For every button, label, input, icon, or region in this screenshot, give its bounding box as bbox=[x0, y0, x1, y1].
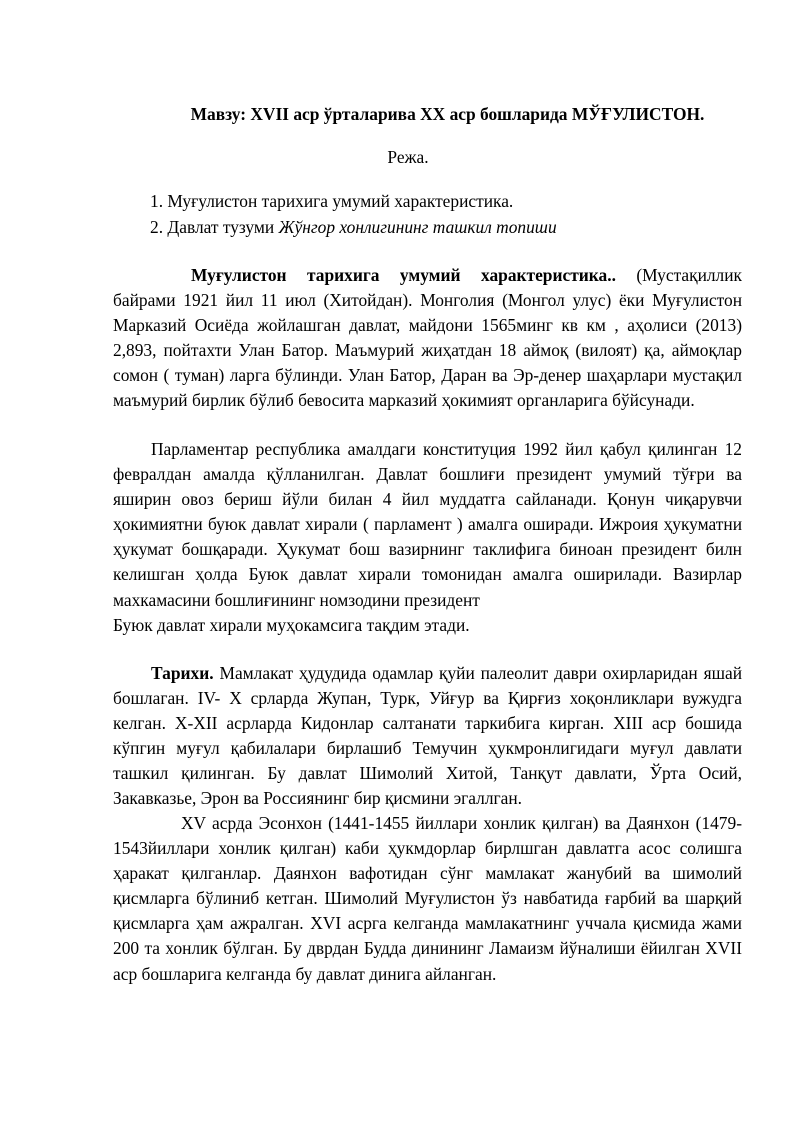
plan-item-italic-text: Жўнгор хонлигининг ташкил топиши bbox=[278, 217, 557, 237]
paragraph-fifteenth-century bbox=[113, 811, 742, 987]
paragraph-text: XV асрда Эсонхон (1441-1455 йиллари хонлик қилган) ва Даянхон (1479-1543йиллари хонлик қилган) каби ҳукмдорлар бирлшган давлатга асос солишга ҳаракат қилганлар. Даянхон вафотидан сўнг мамлакат жанубий ва шимолий қисмларга бўлиниб кетган. Шимолий Муғулистон ўз навбатида ғарбий ва шарқий қисмларга ҳам ажралган. XVI асрга келганда мамлакатнинг уччала қисмида жами 200 та хонлик бўлган. Бу дврдан Будда динининг Ламаизм йўналиши ёйилган XVII аср бошларига келганда бу давлат динига айланган. bbox=[113, 813, 742, 984]
paragraph-text: Парламентар республика амалдаги конституция 1992 йил қабул қилинган 12 февралдан амалда қўлланилган. Давлат бошлиғи президент умумий тўғри ва яширин овоз бериш йўли билан 4 йил муддатга сайланади. Қонун чиқарувчи ҳокимиятни буюк давлат хирали ( парламент ) амалга оширади. Ижроия ҳукуматни ҳукумат бошқаради. Ҳукумат бош вазирнинг таклифига биноан президент билн келишган ҳолда Буюк давлат хирали томонидан амалга оширилади. Вазирлар махкамасини бошлиғининг номзодини президент bbox=[113, 439, 742, 610]
plan-item-text: Давлат тузуми bbox=[167, 217, 279, 237]
plan-item bbox=[150, 214, 557, 240]
paragraph-text: Мамлакат ҳудудида одамлар қуйи палеолит даври охирларидан яшай бошлаган. IV- X срларда Жупан, Турк, Уйғур ва Қирғиз хоқонликлари вужудга келган. X-XII асрларда Кидонлар салтанати таркибига кирган. XIII аср бошида кўпгин муғул қабилалари бирлашиб Темучин ҳукмронлигидаги муғул давлати ташкил қилинган. Бу давлат Шимолий Хитой, Танқут давлати, Ўрта Осий, Закавказье, Эрон ва Россиянинг бир қисмини эгаллган. bbox=[113, 663, 742, 809]
plan-heading: Режа. bbox=[387, 147, 429, 167]
paragraph-bold-lead: Муғулистон тарихига умумий характеристика.. bbox=[191, 265, 616, 285]
paragraph-government bbox=[113, 437, 742, 613]
paragraph-bold-lead: Тарихи. bbox=[151, 663, 214, 683]
paragraph-text: (Мустақиллик байрами 1921 йил 11 июл (Хитойдан). Монголия (Монгол улус) ёки Муғулистон Марказий Осиёда жойлашган давлат, майдони 1565минг кв км , аҳолиси (2013) 2,893, пойтахти Улан Батор. Маъмурий жиҳатдан 18 аймоқ (вилоят) қа, аймоқлар сомон ( туман) ларга бўлинди. Улан Батор, Даран ва Эр-денер шаҳарлари мустақил маъмурий бирлик бўлиб бевосита марказий ҳокимият органларига бўйсунади. bbox=[113, 265, 742, 411]
paragraph-overview bbox=[113, 263, 742, 414]
plan-item-text: Муғулистон тарихига умумий характеристика. bbox=[167, 191, 514, 211]
plan-item bbox=[150, 188, 557, 214]
plan-item-number: 2. bbox=[150, 217, 164, 237]
plan-list bbox=[150, 188, 557, 240]
paragraph-continuation bbox=[113, 613, 742, 638]
plan-item-number: 1. bbox=[150, 191, 164, 211]
page-title: Мавзу: XVII аср ўрталарива XX аср бошларида МЎҒУЛИСТОН. bbox=[190, 104, 705, 124]
paragraph-text: Буюк давлат хирали муҳокамсига тақдим этади. bbox=[113, 615, 470, 635]
paragraph-history bbox=[113, 661, 742, 812]
